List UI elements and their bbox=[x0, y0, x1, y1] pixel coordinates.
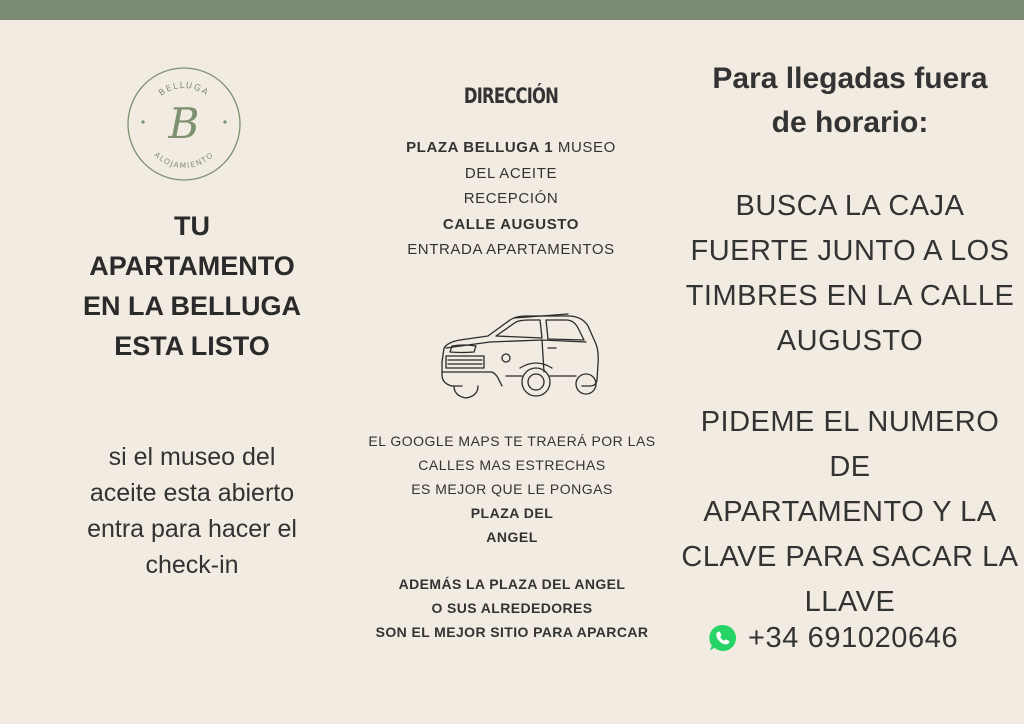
maps-line: CALLES MAS ESTRECHAS bbox=[418, 457, 606, 473]
address-line1-rest: MUSEO bbox=[553, 139, 616, 156]
left-body-line: aceite esta abierto bbox=[89, 479, 295, 507]
left-title-line: ESTA LISTO bbox=[114, 331, 270, 361]
safe-box-instructions bbox=[676, 184, 1024, 364]
parking-line: SON EL MEJOR SITIO PARA APARCAR bbox=[375, 624, 649, 640]
right-p2-line: PIDEME EL NUMERO DE bbox=[700, 406, 1000, 483]
left-title-line: EN LA BELLUGA bbox=[83, 291, 301, 321]
maps-destination: PLAZA DEL bbox=[470, 505, 554, 521]
right-p1-line: FUERTE JUNTO A LOS bbox=[690, 235, 1010, 267]
address-block bbox=[380, 135, 642, 263]
maps-line: ES MEJOR QUE LE PONGAS bbox=[411, 481, 613, 497]
address-line: DEL ACEITE bbox=[464, 164, 558, 182]
logo-icon bbox=[126, 66, 242, 182]
left-title-line: TU bbox=[174, 211, 210, 241]
address-line: ENTRADA APARTAMENTOS bbox=[407, 241, 615, 258]
top-bar bbox=[0, 0, 1024, 20]
maps-line: EL GOOGLE MAPS TE TRAERÁ POR LAS bbox=[368, 433, 656, 449]
car-outline-icon bbox=[436, 312, 602, 404]
address-plaza: PLAZA BELLUGA 1 bbox=[406, 139, 554, 156]
after-hours-title bbox=[676, 57, 1024, 145]
checkin-note bbox=[60, 439, 324, 583]
right-title-line: de horario: bbox=[771, 106, 929, 139]
right-p2-line: APARTAMENTO Y LA bbox=[703, 496, 997, 528]
address-line bbox=[380, 135, 642, 161]
address-heading: DIRECCIÓN bbox=[463, 84, 559, 108]
logo-monogram: B bbox=[168, 99, 200, 148]
right-p2-line: CLAVE PARA SACAR LA bbox=[681, 541, 1019, 573]
logo-top-text: BELLUGA bbox=[157, 80, 211, 99]
svg-text:BELLUGA bbox=[157, 81, 211, 99]
left-body-line: si el museo del bbox=[108, 443, 276, 471]
left-body-line: entra para hacer el bbox=[87, 515, 297, 543]
parking-note bbox=[356, 572, 668, 644]
svg-text:ALOJAMIENTO bbox=[152, 150, 215, 170]
belluga-logo bbox=[126, 66, 242, 182]
maps-destination: ANGEL bbox=[486, 529, 538, 545]
whatsapp-icon bbox=[708, 623, 738, 653]
parking-line: ADEMÁS LA PLAZA DEL ANGEL bbox=[398, 576, 626, 592]
right-title-line: Para llegadas fuera bbox=[712, 62, 988, 95]
right-p1-line: BUSCA LA CAJA bbox=[735, 190, 965, 222]
whatsapp-contact[interactable] bbox=[708, 616, 958, 660]
right-p1-line: TIMBRES EN LA CALLE bbox=[685, 280, 1015, 312]
address-line: RECEPCIÓN bbox=[463, 190, 559, 207]
logo-bottom-text: ALOJAMIENTO bbox=[152, 150, 216, 171]
address-street: CALLE AUGUSTO bbox=[442, 215, 580, 233]
apartment-ready-title bbox=[50, 206, 334, 366]
left-title-line: APARTAMENTO bbox=[89, 251, 295, 281]
google-maps-note bbox=[356, 429, 668, 549]
phone-number[interactable]: +34 691020646 bbox=[748, 621, 959, 654]
parking-line: O SUS ALREDEDORES bbox=[431, 600, 593, 616]
right-p2-line: LLAVE bbox=[804, 586, 896, 618]
left-body-line: check-in bbox=[145, 551, 239, 579]
key-code-instructions bbox=[676, 400, 1024, 625]
right-p1-line: AUGUSTO bbox=[776, 325, 924, 357]
